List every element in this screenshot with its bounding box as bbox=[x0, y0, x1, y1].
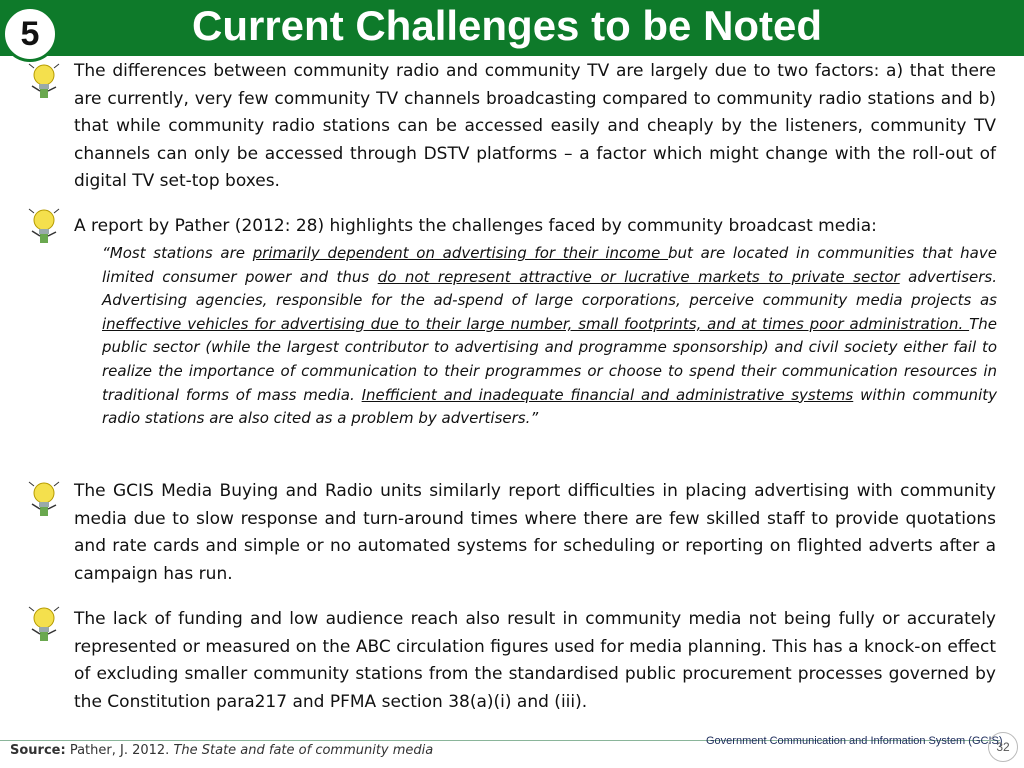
quote-underline: ineffective vehicles for advertising due to their large number, small footprints, and at times poor administration. bbox=[102, 314, 970, 333]
quote-block bbox=[102, 242, 997, 431]
quote-text: within community radio stations are also cited as a problem by advertisers.” bbox=[102, 385, 997, 428]
quote-text: but are located in communities that have limited consumer power and thus bbox=[102, 244, 997, 286]
page-title: Current Challenges to be Noted bbox=[192, 2, 823, 49]
lightbulb-character-icon bbox=[22, 603, 66, 647]
section-number-badge: 5 bbox=[2, 6, 58, 62]
paragraph-3: The GCIS Media Buying and Radio units similarly report difficulties in placing advertising with community media due to slow response and turn-around times where there are few skilled staff to provide quotations and rate cards and simple or no automated systems for scheduling or reporting on flighted adverts after a campaign has run. bbox=[74, 481, 996, 584]
source-title: The State and fate of community media bbox=[173, 743, 434, 758]
quote-underline: primarily dependent on advertising for their income bbox=[252, 244, 669, 262]
quote-text: The public sector (while the largest contributor to advertising and programme sponsorship) and civil society either fail to realize the importance of communication to their programmes or choose to spend their communication resources in traditional forms of mass media. bbox=[102, 314, 997, 404]
source-citation bbox=[10, 743, 433, 758]
title-bar bbox=[0, 0, 1024, 56]
paragraph-4: The lack of funding and low audience reach also result in community media not being fully or accurately represented or measured on the ABC circulation figures used for media planning. This has a knock-on effect of excluding smaller community stations from the standardised public procurement processes governed by the Constitution para217 and PFMA section 38(a)(i) and (iii). bbox=[74, 609, 996, 712]
lightbulb-character-icon bbox=[22, 478, 66, 522]
source-text: Pather, J. 2012. bbox=[65, 743, 174, 758]
quote-underline: Inefficient and inadequate financial and administrative systems bbox=[361, 385, 854, 404]
source-label: Source: bbox=[10, 743, 66, 758]
organization-name: Government Communication and Information System (GCIS) bbox=[706, 735, 1003, 747]
quote-text: advertisers. Advertising agencies, responsible for the ad-spend of large corporations, perceive community media projects as bbox=[102, 267, 997, 310]
page-number: 32 bbox=[988, 732, 1018, 762]
quote-text: “Most stations are bbox=[102, 244, 253, 262]
lightbulb-character-icon bbox=[22, 205, 66, 249]
paragraph-2: A report by Pather (2012: 28) highlights the challenges faced by community broadcast media: bbox=[74, 216, 877, 236]
paragraph-1: The differences between community radio and community TV are largely due to two factors: a) that there are currently, very few community TV channels broadcasting compared to community radio stations and b) that while community radio stations can be accessed easily and cheaply by the listeners, community TV channels can only be accessed through DSTV platforms – a factor which might change with the roll-out of digital TV set-top boxes. bbox=[74, 61, 996, 191]
quote-underline: do not represent attractive or lucrative markets to private sector bbox=[377, 267, 900, 286]
lightbulb-character-icon bbox=[22, 60, 66, 104]
